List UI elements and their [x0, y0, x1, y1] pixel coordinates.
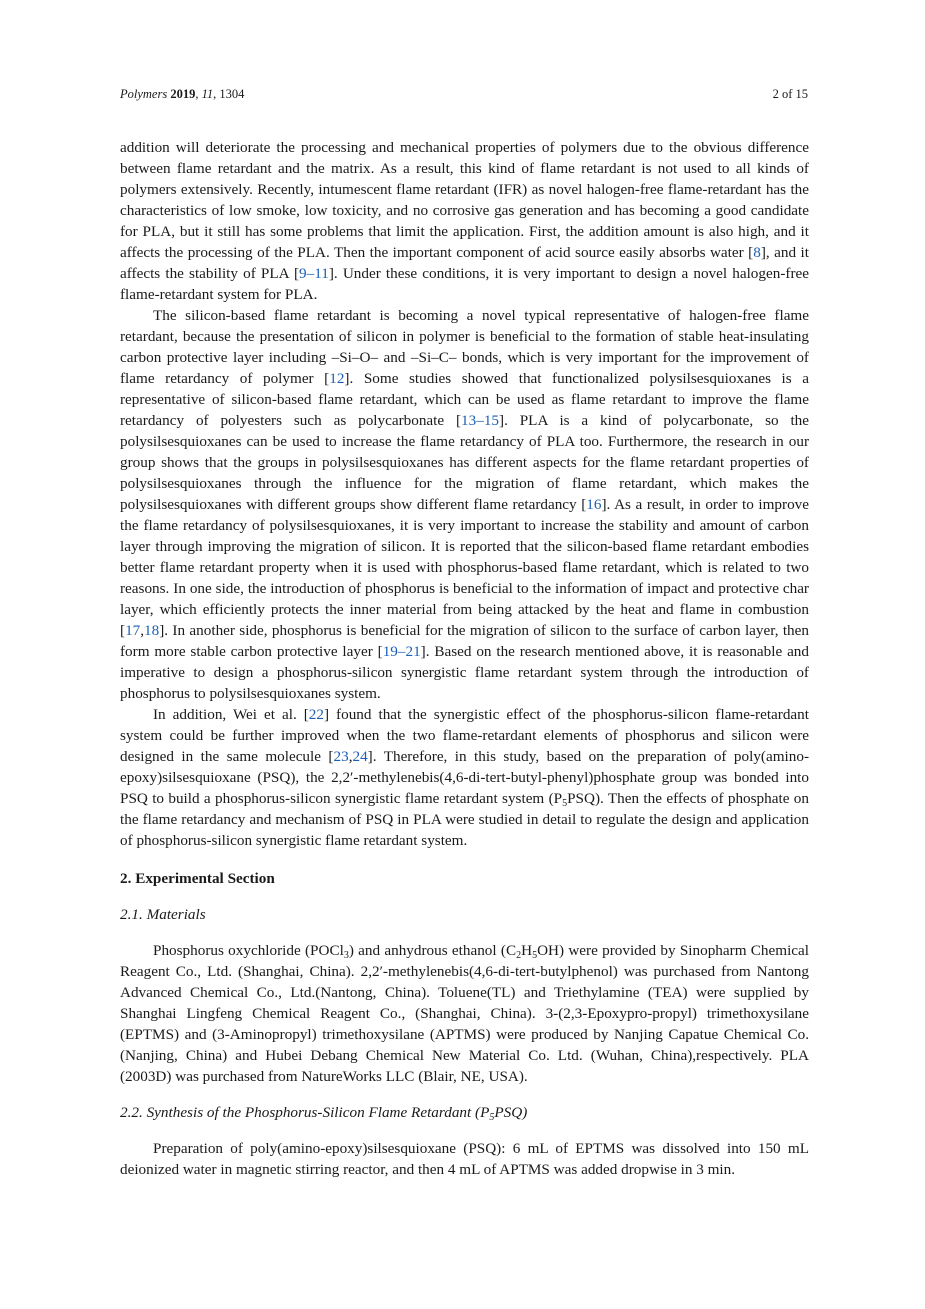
subsection-heading-materials: 2.1. Materials: [120, 906, 206, 923]
text-run: addition will deteriorate the processing and mechanical properties of polymers due to the obvious difference between flame retardant and the matrix. As a result, this kind of flame retardant is not used to all kinds of polymers extensively. Recently, intumescent flame retardant (IFR) as novel halogen-free flame-retardant has the characteristics of low smoke, low toxicity, and no corrosive gas generation and has becoming a good candidate for PLA, but it still has some problems that limit the application. First, the addition amount is also high, and it affects the processing of the PLA. Then the important component of acid source easily absorbs water [: [120, 139, 809, 261]
citation-link[interactable]: 24: [352, 748, 368, 765]
text-run: OH) were provided by Sinopharm Chemical Reagent Co., Ltd. (Shanghai, China). 2,2′-methylenebis(4,6-di-tert-butylphenol) was purchased from Nantong Advanced Chemical Co., Ltd.(Nantong, China). Toluene(TL) and Triethylamine (TEA) were supplied by Shanghai Lingfeng Chemical Reagent Co., (Shanghai, China). 3-(2,3-Epoxypro-propyl) trimethoxysilane (EPTMS) and (3-Aminopropyl) trimethoxysilane (APTMS) were produced by Nanjing Capatue Chemical Co. (Nanjing, China) and Hubei Debang Chemical New Material Co. Ltd. (Wuhan, China),respectively. PLA (2003D) was purchased from NatureWorks LLC (Blair, NE, USA).: [120, 942, 809, 1085]
text-run: ,: [140, 622, 145, 639]
paragraph-synthesis: Preparation of poly(amino-epoxy)silsesquioxane (PSQ): 6 mL of EPTMS was dissolved into 150 mL deionized water in magnetic stirring reactor, and then 4 mL of APTMS was added dropwise in 3 min.: [120, 1140, 809, 1178]
text-run: PSQ): [494, 1104, 528, 1121]
page-number: 2 of 15: [772, 87, 808, 101]
text-run: ]. Under these conditions, it is very important to design a novel halogen-free flame-retardant system for PLA.: [120, 265, 809, 303]
citation-link[interactable]: 16: [586, 496, 602, 513]
article-number: 1304: [219, 87, 245, 101]
citation-link[interactable]: 13–15: [461, 412, 500, 429]
journal-name: Polymers: [120, 87, 168, 101]
subsection-heading-synthesis: [120, 1102, 809, 1123]
citation-link[interactable]: 17: [125, 622, 141, 639]
running-header: [120, 87, 808, 102]
citation-link[interactable]: 23: [333, 748, 349, 765]
text-run: ] found that the synergistic effect of the phosphorus-silicon flame-retardant system could be further improved when the two flame-retardant elements of phosphorus and silicon were designed in the same molecule [: [120, 706, 809, 765]
text-run: PSQ). Then the effects of phosphate on the flame retardancy and mechanism of PSQ in PLA were studied in detail to regulate the design and application of phosphorus-silicon synergistic flame retardant system.: [120, 790, 809, 849]
paragraph-3: [120, 704, 809, 851]
text-run: ]. In another side, phosphorus is beneficial for the migration of silicon to the surface of carbon layer, then form more stable carbon protective layer [: [120, 622, 809, 660]
section-heading: 2. Experimental Section: [120, 870, 275, 887]
text-run: ) and anhydrous ethanol (C: [348, 942, 517, 959]
citation-link[interactable]: 8: [753, 244, 761, 261]
citation-link[interactable]: 9–11: [299, 265, 329, 282]
text-run: H: [521, 942, 533, 959]
text-run: ]. As a result, in order to improve the flame retardancy of polysilsesquioxanes, it is very important to increase the stability and amount of carbon layer through improving the migration of silicon. It is reported that the silicon-based flame retardant embodies better flame retardant property when it is used with phosphorus-based flame retardant, which is related to two reasons. In one side, the introduction of phosphorus is beneficial to the information of impact and protective char layer, which efficiently protects the inner material from being attacked by the heat and flame in combustion [: [120, 496, 809, 639]
citation-link[interactable]: 22: [308, 706, 324, 723]
text-run: In addition, Wei et al. [: [153, 706, 309, 723]
journal-citation: Polymers 2019, 11, 1304: [120, 87, 245, 101]
body-text: [120, 137, 809, 1180]
text-run: ]. PLA is a kind of polycarbonate, so the polysilsesquioxanes can be used to increase the flame retardancy of PLA too. Furthermore, the research in our group shows that the groups in polysilsesquioxanes has different aspects for the flame retardant properties of polysilsesquioxanes through the influence for the migration of flame retardant, which makes the polysilsesquioxanes with different groups show different flame retardancy [: [120, 412, 809, 513]
paragraph-2: [120, 305, 809, 704]
subscript: 2: [516, 950, 522, 961]
paragraph-1: [120, 137, 809, 305]
journal-volume: 11: [201, 87, 214, 101]
citation-link[interactable]: 12: [329, 370, 345, 387]
text-run: ]. Therefore, in this study, based on the preparation of poly(amino-epoxy)silsesquioxane (PSQ), the 2,2′-methylenebis(4,6-di-tert-butyl-phenyl)phosphate group was bonded into PSQ to build a phosphorus-silicon synergistic flame retardant system (P: [120, 748, 810, 807]
text-run: 2.2. Synthesis of the Phosphorus-Silicon Flame Retardant (P: [120, 1104, 490, 1121]
text-run: Phosphorus oxychloride (POCl: [153, 942, 344, 959]
journal-year: 2019: [170, 87, 196, 101]
text-run: The silicon-based flame retardant is becoming a novel typical representative of halogen-free flame retardant, because the presentation of silicon in polymer is beneficial to the formation of stable heat-insulating carbon protective layer including –Si–O– and –Si–C– bonds, which is very important for the improvement of flame retardancy of polymer [: [120, 307, 809, 387]
subscript: 5: [489, 1112, 495, 1123]
citation-link[interactable]: 18: [144, 622, 160, 639]
text-run: ]. Based on the research mentioned above, it is reasonable and imperative to design a phosphorus-silicon synergistic flame retardant system through the introduction of phosphorus to polysilsesquioxanes system.: [120, 643, 809, 702]
text-run: ]. Some studies showed that functionalized polysilsesquioxanes is a representative of silicon-based flame retardant, which can be used as flame retardant to improve the flame retardancy of polyesters such as polycarbonate [: [120, 370, 809, 429]
subscript: 5: [532, 950, 538, 961]
text-run: ], and it affects the stability of PLA [: [120, 244, 809, 282]
subscript: 5: [562, 798, 568, 809]
subscript: 3: [343, 950, 349, 961]
paragraph-materials: [120, 940, 809, 1087]
citation-link[interactable]: 19–21: [382, 643, 421, 660]
text-run: ,: [348, 748, 353, 765]
